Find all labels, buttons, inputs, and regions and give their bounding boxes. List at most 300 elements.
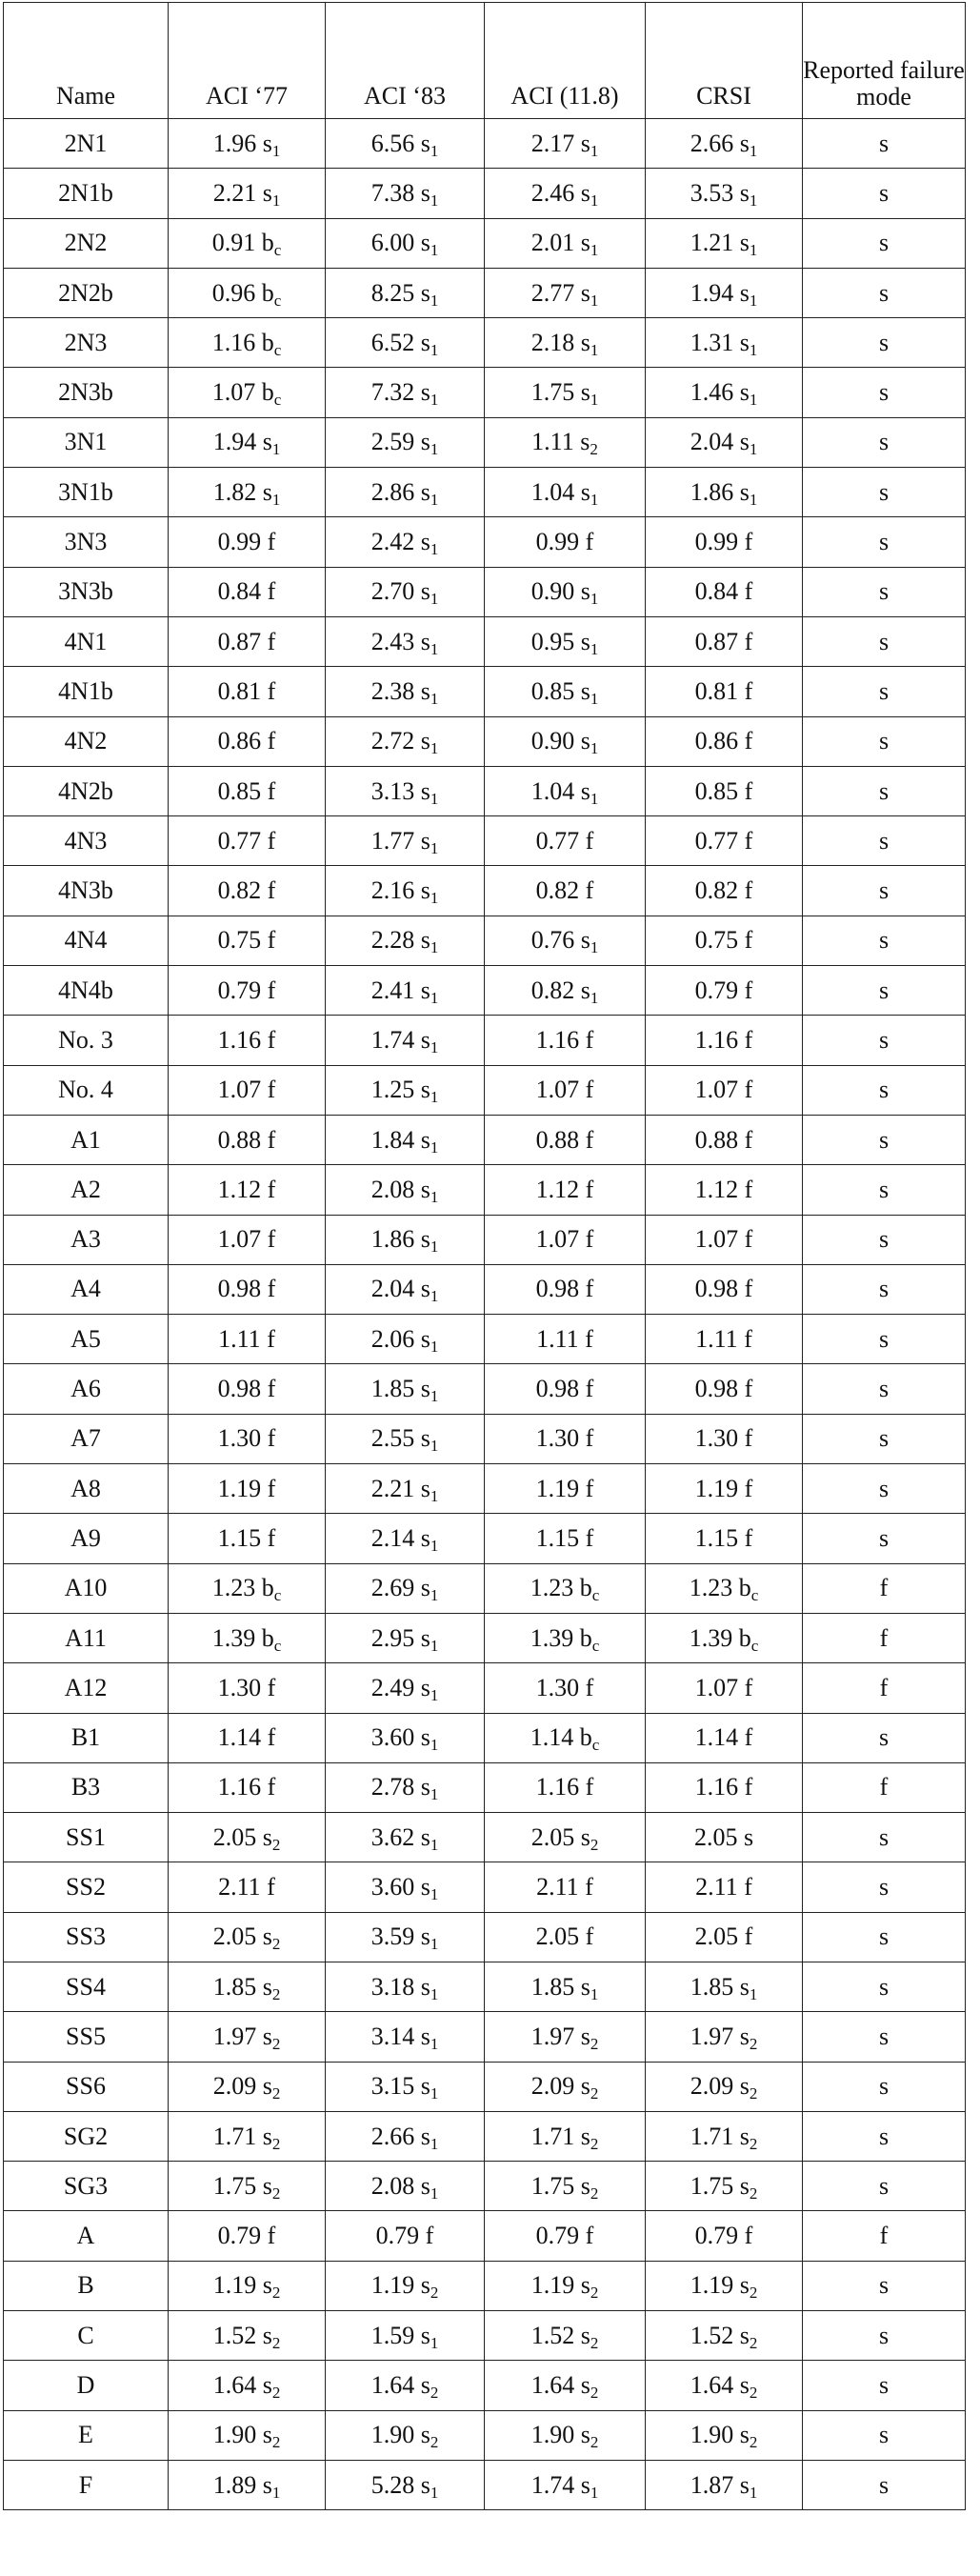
cell-value: 0.77 bbox=[217, 826, 262, 855]
cell-mode-subscript: 1 bbox=[430, 1037, 439, 1057]
cell-mode-symbol: s bbox=[262, 2171, 272, 2200]
cell-reported-failure-mode: s bbox=[803, 1115, 966, 1164]
cell-value: 2.05 bbox=[694, 1922, 739, 1951]
cell-mode-subscript: 1 bbox=[430, 1137, 439, 1157]
cell-value: 0.81 bbox=[694, 676, 739, 705]
cell-mode-subscript: 1 bbox=[430, 1685, 439, 1704]
cell-aci-77 bbox=[169, 1016, 326, 1065]
cell-mode-symbol: s bbox=[580, 976, 590, 1004]
cell-aci-11-8 bbox=[485, 1813, 646, 1862]
cell-mode-symbol: s bbox=[580, 477, 590, 506]
table-row bbox=[4, 866, 966, 916]
cell-value: 1.12 bbox=[694, 1175, 739, 1203]
cell-mode-symbol: s bbox=[420, 2022, 430, 2050]
table-row bbox=[4, 966, 966, 1016]
cell-aci-77 bbox=[169, 816, 326, 866]
cell-reported-failure-mode: s bbox=[803, 2410, 966, 2460]
cell-reported-failure-mode: f bbox=[803, 1613, 966, 1662]
cell-aci-11-8 bbox=[485, 1264, 646, 1314]
cell-value: 0.98 bbox=[694, 1375, 739, 1403]
cell-mode-symbol: s bbox=[420, 577, 430, 606]
cell-mode-subscript: 1 bbox=[430, 838, 439, 857]
cell-aci-83 bbox=[326, 1165, 485, 1215]
cell-mode-symbol: f bbox=[267, 2222, 276, 2250]
cell-crsi bbox=[646, 816, 803, 866]
cell-aci-77 bbox=[169, 1762, 326, 1812]
cell-crsi bbox=[646, 1215, 803, 1264]
cell-mode-symbol: f bbox=[744, 776, 753, 805]
cell-reported-failure-mode: s bbox=[803, 517, 966, 567]
cell-mode-symbol: s bbox=[580, 378, 590, 407]
cell-aci-83 bbox=[326, 2460, 485, 2509]
cell-mode-symbol: f bbox=[585, 1673, 594, 1701]
cell-mode-symbol: b bbox=[579, 1723, 592, 1752]
cell-crsi bbox=[646, 567, 803, 616]
cell-mode-symbol: f bbox=[267, 627, 276, 655]
cell-value: 1.71 bbox=[530, 2122, 575, 2150]
cell-mode-symbol: s bbox=[580, 776, 590, 805]
cell-name: 4N2b bbox=[4, 766, 169, 815]
cell-mode-subscript: c bbox=[591, 1736, 600, 1755]
cell-aci-77 bbox=[169, 1514, 326, 1563]
cell-mode-symbol: s bbox=[420, 2072, 430, 2101]
cell-mode-subscript: c bbox=[750, 1586, 759, 1605]
cell-reported-failure-mode: s bbox=[803, 1912, 966, 1962]
cell-mode-symbol: f bbox=[267, 676, 276, 705]
table-row bbox=[4, 1414, 966, 1463]
table-row bbox=[4, 169, 966, 218]
cell-aci-83 bbox=[326, 1364, 485, 1414]
cell-mode-subscript: 1 bbox=[430, 1238, 439, 1257]
cell-name: SG3 bbox=[4, 2162, 169, 2211]
cell-aci-83 bbox=[326, 1414, 485, 1463]
cell-mode-subscript: 1 bbox=[590, 141, 599, 160]
cell-aci-83 bbox=[326, 119, 485, 169]
cell-aci-11-8 bbox=[485, 1563, 646, 1613]
cell-mode-symbol: s bbox=[739, 178, 750, 207]
cell-aci-83 bbox=[326, 218, 485, 268]
cell-mode-symbol: s bbox=[739, 477, 750, 506]
cell-aci-77 bbox=[169, 2211, 326, 2261]
cell-name: No. 4 bbox=[4, 1065, 169, 1115]
cell-value: 1.30 bbox=[217, 1673, 262, 1701]
table-row bbox=[4, 417, 966, 467]
cell-mode-subscript: 1 bbox=[430, 490, 439, 509]
cell-mode-subscript: 1 bbox=[430, 889, 439, 908]
cell-mode-symbol: f bbox=[585, 826, 594, 855]
cell-mode-subscript: 2 bbox=[271, 1984, 281, 2003]
cell-mode-symbol: f bbox=[744, 1375, 753, 1403]
cell-mode-symbol: s bbox=[580, 1972, 590, 2001]
cell-mode-symbol: f bbox=[744, 1225, 753, 1254]
cell-aci-77 bbox=[169, 218, 326, 268]
header-name: Name bbox=[4, 3, 169, 119]
cell-mode-symbol: s bbox=[262, 428, 272, 456]
cell-mode-symbol: s bbox=[739, 2072, 750, 2101]
cell-value: 2.21 bbox=[370, 1474, 415, 1502]
cell-value: 1.23 bbox=[211, 1574, 256, 1602]
cell-aci-11-8 bbox=[485, 1464, 646, 1514]
cell-mode-symbol: s bbox=[420, 278, 430, 307]
cell-mode-symbol: f bbox=[744, 1673, 753, 1701]
cell-value: 1.74 bbox=[370, 1025, 415, 1054]
cell-mode-symbol: b bbox=[261, 1574, 274, 1602]
cell-mode-symbol: s bbox=[739, 2371, 750, 2399]
cell-mode-symbol: s bbox=[420, 2271, 430, 2300]
cell-value: 1.07 bbox=[694, 1076, 739, 1104]
cell-reported-failure-mode: s bbox=[803, 1165, 966, 1215]
cell-aci-77 bbox=[169, 616, 326, 666]
cell-name: 2N3 bbox=[4, 318, 169, 368]
cell-aci-11-8 bbox=[485, 766, 646, 815]
cell-reported-failure-mode: s bbox=[803, 1065, 966, 1115]
cell-name: A3 bbox=[4, 1215, 169, 1264]
cell-value: 1.07 bbox=[211, 378, 256, 407]
cell-aci-83 bbox=[326, 2062, 485, 2111]
cell-reported-failure-mode: s bbox=[803, 218, 966, 268]
cell-mode-subscript: 1 bbox=[430, 1636, 439, 1655]
cell-mode-symbol: f bbox=[585, 1025, 594, 1054]
table-row bbox=[4, 1713, 966, 1762]
cell-aci-11-8 bbox=[485, 1762, 646, 1812]
cell-name: A9 bbox=[4, 1514, 169, 1563]
cell-value: 2.66 bbox=[370, 2122, 415, 2150]
cell-mode-symbol: f bbox=[267, 1375, 276, 1403]
cell-mode-subscript: 1 bbox=[590, 2483, 599, 2502]
cell-aci-77 bbox=[169, 318, 326, 368]
cell-mode-symbol: s bbox=[420, 627, 430, 655]
cell-crsi bbox=[646, 2012, 803, 2062]
cell-crsi bbox=[646, 2311, 803, 2361]
table-header bbox=[4, 3, 966, 119]
cell-name: SS1 bbox=[4, 1813, 169, 1862]
cell-mode-symbol: s bbox=[420, 328, 430, 356]
cell-value: 1.39 bbox=[211, 1623, 256, 1652]
cell-reported-failure-mode: s bbox=[803, 2062, 966, 2111]
cell-value: 1.46 bbox=[690, 378, 734, 407]
cell-value: 1.11 bbox=[531, 428, 574, 456]
cell-value: 1.86 bbox=[690, 477, 734, 506]
table-row bbox=[4, 1663, 966, 1713]
cell-mode-subscript: 1 bbox=[271, 191, 281, 210]
cell-aci-77 bbox=[169, 1663, 326, 1713]
cell-mode-subscript: 1 bbox=[430, 241, 439, 260]
cell-mode-subscript: 2 bbox=[430, 2284, 439, 2303]
cell-value: 0.84 bbox=[217, 577, 262, 606]
cell-value: 2.78 bbox=[370, 1773, 415, 1801]
cell-name: A11 bbox=[4, 1613, 169, 1662]
cell-mode-symbol: s bbox=[580, 178, 590, 207]
cell-aci-77 bbox=[169, 866, 326, 916]
cell-mode-symbol: b bbox=[261, 378, 274, 407]
cell-mode-subscript: 1 bbox=[430, 2034, 439, 2053]
cell-crsi bbox=[646, 1912, 803, 1962]
cell-crsi bbox=[646, 2062, 803, 2111]
cell-crsi bbox=[646, 1065, 803, 1115]
cell-mode-subscript: 1 bbox=[430, 191, 439, 210]
cell-value: 2.08 bbox=[370, 1175, 415, 1203]
cell-aci-11-8 bbox=[485, 2111, 646, 2161]
cell-aci-11-8 bbox=[485, 667, 646, 716]
cell-value: 1.19 bbox=[370, 2271, 415, 2300]
cell-value: 2.46 bbox=[530, 178, 575, 207]
cell-value: 1.30 bbox=[535, 1424, 580, 1453]
cell-value: 1.94 bbox=[690, 278, 734, 307]
cell-reported-failure-mode: s bbox=[803, 169, 966, 218]
header-aci-83: ACI ‘83 bbox=[326, 3, 485, 119]
cell-value: 0.91 bbox=[211, 229, 256, 257]
cell-mode-subscript: 1 bbox=[590, 590, 599, 609]
cell-crsi bbox=[646, 1613, 803, 1662]
cell-crsi bbox=[646, 1464, 803, 1514]
cell-value: 1.16 bbox=[694, 1025, 739, 1054]
cell-mode-subscript: 1 bbox=[430, 1835, 439, 1854]
table-row bbox=[4, 2111, 966, 2161]
cell-crsi bbox=[646, 1165, 803, 1215]
cell-name: SS3 bbox=[4, 1912, 169, 1962]
cell-aci-11-8 bbox=[485, 1364, 646, 1414]
cell-value: 1.16 bbox=[694, 1773, 739, 1801]
cell-reported-failure-mode: s bbox=[803, 1514, 966, 1563]
cell-aci-83 bbox=[326, 616, 485, 666]
cell-name: 3N3b bbox=[4, 567, 169, 616]
cell-reported-failure-mode: s bbox=[803, 1414, 966, 1463]
cell-name: SS2 bbox=[4, 1862, 169, 1912]
cell-name: 4N4b bbox=[4, 966, 169, 1016]
cell-aci-11-8 bbox=[485, 2311, 646, 2361]
cell-value: 1.59 bbox=[370, 2321, 415, 2349]
cell-mode-symbol: f bbox=[425, 2222, 434, 2250]
cell-aci-11-8 bbox=[485, 1115, 646, 1164]
cell-aci-83 bbox=[326, 468, 485, 517]
cell-mode-subscript: 2 bbox=[271, 2084, 281, 2103]
cell-value: 0.82 bbox=[217, 876, 262, 905]
cell-mode-subscript: 2 bbox=[590, 2284, 599, 2303]
table-row bbox=[4, 368, 966, 417]
cell-mode-subscript: 2 bbox=[749, 2034, 758, 2053]
cell-crsi bbox=[646, 2261, 803, 2310]
cell-mode-symbol: s bbox=[420, 1474, 430, 1502]
cell-mode-subscript: 2 bbox=[590, 2333, 599, 2352]
cell-aci-83 bbox=[326, 169, 485, 218]
cell-mode-subscript: 1 bbox=[590, 490, 599, 509]
cell-mode-symbol: f bbox=[267, 1076, 276, 1104]
cell-name: 2N1b bbox=[4, 169, 169, 218]
cell-mode-symbol: s bbox=[262, 2421, 272, 2449]
cell-reported-failure-mode: s bbox=[803, 2361, 966, 2410]
cell-value: 1.85 bbox=[690, 1972, 734, 2001]
cell-name: A12 bbox=[4, 1663, 169, 1713]
cell-mode-symbol: f bbox=[744, 1025, 753, 1054]
cell-aci-83 bbox=[326, 866, 485, 916]
table-row bbox=[4, 1912, 966, 1962]
cell-mode-symbol: f bbox=[585, 1375, 594, 1403]
cell-mode-subscript: 2 bbox=[590, 440, 598, 459]
table-row bbox=[4, 1115, 966, 1164]
cell-mode-symbol: f bbox=[267, 1523, 276, 1552]
cell-mode-subscript: 1 bbox=[749, 440, 758, 459]
cell-mode-subscript: 1 bbox=[430, 141, 439, 160]
cell-mode-symbol: f bbox=[744, 826, 753, 855]
cell-value: 0.82 bbox=[530, 976, 575, 1004]
cell-mode-symbol: f bbox=[744, 1275, 753, 1303]
header-crsi: CRSI bbox=[646, 3, 803, 119]
cell-mode-symbol: f bbox=[744, 577, 753, 606]
cell-mode-symbol: f bbox=[585, 2222, 594, 2250]
cell-mode-subscript: 1 bbox=[590, 988, 599, 1007]
cell-aci-77 bbox=[169, 916, 326, 965]
cell-mode-symbol: f bbox=[585, 1922, 594, 1951]
cell-mode-symbol: f bbox=[585, 1873, 593, 1902]
cell-mode-symbol: s bbox=[580, 2371, 590, 2399]
cell-aci-77 bbox=[169, 766, 326, 815]
cell-value: 2.01 bbox=[530, 229, 575, 257]
table-row bbox=[4, 218, 966, 268]
cell-mode-subscript: 1 bbox=[430, 689, 439, 708]
cell-mode-symbol: s bbox=[420, 2122, 430, 2150]
cell-mode-symbol: b bbox=[738, 1623, 751, 1652]
table-row bbox=[4, 318, 966, 368]
cell-value: 2.05 bbox=[693, 1822, 738, 1851]
cell-value: 1.77 bbox=[370, 826, 415, 855]
cell-aci-83 bbox=[326, 2261, 485, 2310]
cell-value: 1.16 bbox=[535, 1773, 580, 1801]
cell-value: 7.32 bbox=[370, 378, 415, 407]
cell-mode-symbol: f bbox=[585, 528, 594, 556]
table-row bbox=[4, 1165, 966, 1215]
cell-value: 2.05 bbox=[535, 1922, 580, 1951]
cell-value: 1.89 bbox=[212, 2470, 257, 2499]
cell-name: A5 bbox=[4, 1315, 169, 1364]
cell-value: 1.07 bbox=[217, 1225, 262, 1254]
cell-name: 3N3 bbox=[4, 517, 169, 567]
cell-value: 1.90 bbox=[690, 2421, 734, 2449]
cell-mode-subscript: 2 bbox=[271, 2134, 281, 2153]
cell-value: 1.74 bbox=[530, 2470, 575, 2499]
cell-value: 0.76 bbox=[530, 926, 575, 955]
cell-value: 1.52 bbox=[212, 2321, 257, 2349]
cell-aci-11-8 bbox=[485, 616, 646, 666]
cell-aci-77 bbox=[169, 1813, 326, 1862]
cell-mode-symbol: s bbox=[580, 328, 590, 356]
cell-value: 1.30 bbox=[535, 1673, 580, 1701]
cell-value: 2.18 bbox=[530, 328, 575, 356]
cell-value: 1.25 bbox=[370, 1076, 415, 1104]
cell-value: 3.14 bbox=[370, 2022, 415, 2050]
cell-mode-symbol: s bbox=[420, 229, 430, 257]
cell-value: 0.81 bbox=[217, 676, 262, 705]
cell-mode-symbol: f bbox=[744, 676, 753, 705]
cell-value: 0.98 bbox=[217, 1375, 262, 1403]
cell-value: 0.85 bbox=[530, 676, 575, 705]
cell-aci-11-8 bbox=[485, 1912, 646, 1962]
cell-value: 6.52 bbox=[370, 328, 415, 356]
cell-mode-symbol: s bbox=[420, 2321, 430, 2349]
cell-value: 6.56 bbox=[370, 129, 415, 157]
cell-value: 2.55 bbox=[370, 1424, 415, 1453]
cell-mode-subscript: 1 bbox=[430, 2134, 439, 2153]
cell-value: 2.16 bbox=[370, 876, 415, 905]
cell-value: 1.97 bbox=[690, 2022, 734, 2050]
cell-aci-83 bbox=[326, 318, 485, 368]
cell-value: 2.09 bbox=[212, 2072, 257, 2101]
cell-mode-subscript: c bbox=[273, 340, 282, 359]
table-row bbox=[4, 2162, 966, 2211]
cell-aci-77 bbox=[169, 1862, 326, 1912]
cell-value: 0.85 bbox=[217, 776, 262, 805]
cell-crsi bbox=[646, 1115, 803, 1164]
cell-mode-symbol: s bbox=[420, 976, 430, 1004]
cell-aci-11-8 bbox=[485, 268, 646, 317]
cell-mode-symbol: f bbox=[585, 1474, 594, 1502]
cell-value: 7.38 bbox=[370, 178, 415, 207]
cell-mode-symbol: s bbox=[580, 278, 590, 307]
cell-mode-symbol: f bbox=[585, 1773, 594, 1801]
cell-aci-83 bbox=[326, 667, 485, 716]
cell-value: 0.79 bbox=[217, 976, 262, 1004]
cell-value: 0.88 bbox=[694, 1125, 739, 1154]
cell-reported-failure-mode: s bbox=[803, 1364, 966, 1414]
cell-value: 1.16 bbox=[217, 1025, 262, 1054]
table-row bbox=[4, 1514, 966, 1563]
cell-mode-subscript: c bbox=[591, 1636, 600, 1655]
cell-mode-subscript: 1 bbox=[430, 391, 439, 410]
table-row bbox=[4, 1364, 966, 1414]
cell-mode-symbol: s bbox=[420, 1972, 430, 2001]
cell-crsi bbox=[646, 1962, 803, 2011]
cell-value: 1.15 bbox=[217, 1523, 262, 1552]
cell-crsi bbox=[646, 866, 803, 916]
cell-aci-83 bbox=[326, 1563, 485, 1613]
cell-mode-subscript: 1 bbox=[271, 141, 281, 160]
cell-aci-11-8 bbox=[485, 1315, 646, 1364]
cell-value: 0.99 bbox=[217, 528, 262, 556]
cell-value: 3.18 bbox=[370, 1972, 415, 2001]
cell-mode-subscript: 1 bbox=[430, 789, 439, 808]
cell-aci-77 bbox=[169, 716, 326, 766]
cell-value: 1.19 bbox=[530, 2271, 575, 2300]
cell-mode-symbol: s bbox=[420, 727, 430, 755]
cell-value: 2.38 bbox=[370, 676, 415, 705]
cell-value: 3.60 bbox=[370, 1723, 415, 1752]
cell-reported-failure-mode: s bbox=[803, 567, 966, 616]
cell-value: 1.16 bbox=[211, 328, 256, 356]
table-row bbox=[4, 1563, 966, 1613]
cell-mode-symbol: f bbox=[585, 1523, 594, 1552]
cell-name: 2N1 bbox=[4, 119, 169, 169]
cell-mode-symbol: f bbox=[744, 727, 753, 755]
cell-value: 1.85 bbox=[530, 1972, 575, 2001]
cell-mode-symbol: s bbox=[420, 378, 430, 407]
cell-name: E bbox=[4, 2410, 169, 2460]
cell-reported-failure-mode: f bbox=[803, 2211, 966, 2261]
cell-value: 2.06 bbox=[370, 1324, 415, 1353]
cell-aci-77 bbox=[169, 2410, 326, 2460]
table-row bbox=[4, 667, 966, 716]
cell-aci-83 bbox=[326, 417, 485, 467]
cell-mode-symbol: s bbox=[580, 428, 590, 456]
cell-aci-77 bbox=[169, 1065, 326, 1115]
table-row bbox=[4, 1613, 966, 1662]
cell-mode-subscript: 2 bbox=[749, 2433, 758, 2452]
cell-name: 2N3b bbox=[4, 368, 169, 417]
cell-aci-11-8 bbox=[485, 966, 646, 1016]
cell-name: C bbox=[4, 2311, 169, 2361]
cell-mode-symbol: s bbox=[420, 178, 430, 207]
cell-reported-failure-mode: s bbox=[803, 1862, 966, 1912]
cell-mode-subscript: 2 bbox=[590, 2384, 599, 2402]
cell-reported-failure-mode: s bbox=[803, 417, 966, 467]
